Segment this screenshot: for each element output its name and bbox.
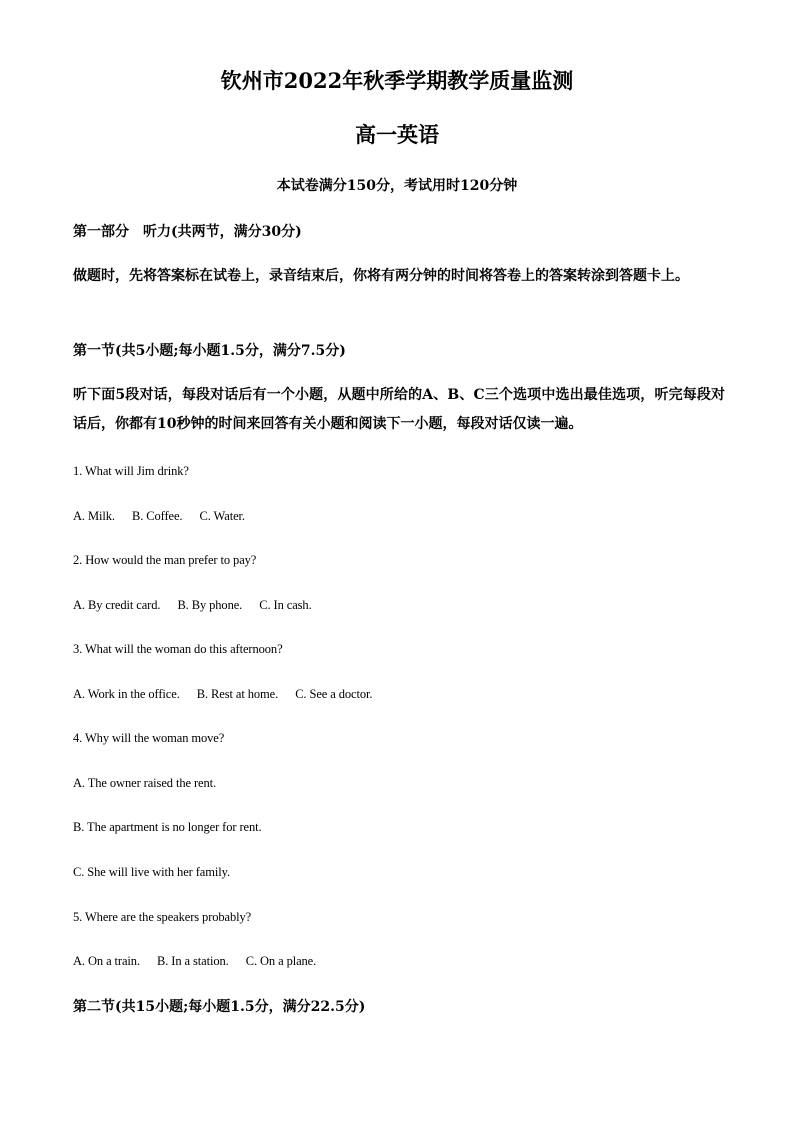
question-options [73,685,386,703]
question-options [73,952,330,970]
option-c: C. See a doctor. [295,687,373,701]
question-options [73,507,259,525]
exam-notice: 本试卷满分150分，考试用时120分钟 [276,178,518,194]
question-stem: 3. What will the woman do this afternoon? [73,642,283,656]
option-a: A. Milk. [73,509,115,523]
option-c: C. She will live with her family. [73,865,230,879]
option-c: C. On a plane. [245,954,317,968]
section1-instruction: 听下面5段对话，每段对话后有一个小题，从题中所给的A、B、C三个选项中选出最佳选项，听完每段对话后，你都有10秒钟的时间来回答有关小题和阅读下一小题，每段对话仅读一遍。 [73,387,725,432]
question-stem: 1. What will Jim drink? [73,464,189,478]
option-b: B. In a station. [157,954,229,968]
option-b: B. By phone. [177,598,243,612]
option-c: C. Water. [199,509,245,523]
section2-heading: 第二节(共15小题;每小题1.5分，满分22.5分) [73,999,366,1015]
option-a: A. By credit card. [73,598,161,612]
option-a: A. Work in the office. [73,687,180,701]
option-b: B. Rest at home. [196,687,279,701]
part1-heading: 第一部分 听力(共两节，满分30分) [73,224,302,240]
question-stem: 2. How would the man prefer to pay? [73,553,257,567]
exam-subject: 高一英语 [355,122,439,147]
section1-heading: 第一节(共5小题;每小题1.5分，满分7.5分) [73,343,346,359]
option-c: C. In cash. [259,598,312,612]
option-b: B. Coffee. [131,509,183,523]
option-a: A. On a train. [73,954,140,968]
part1-instruction: 做题时，先将答案标在试卷上，录音结束后，你将有两分钟的时间将答卷上的答案转涂到答题卡上。 [73,268,689,284]
question-options [73,596,326,614]
question-stem: 4. Why will the woman move? [73,731,225,745]
question-stem: 5. Where are the speakers probably? [73,910,252,924]
exam-title: 钦州市2022年秋季学期教学质量监测 [220,68,574,93]
option-a: A. The owner raised the rent. [73,776,216,790]
option-b: B. The apartment is no longer for rent. [73,820,262,834]
